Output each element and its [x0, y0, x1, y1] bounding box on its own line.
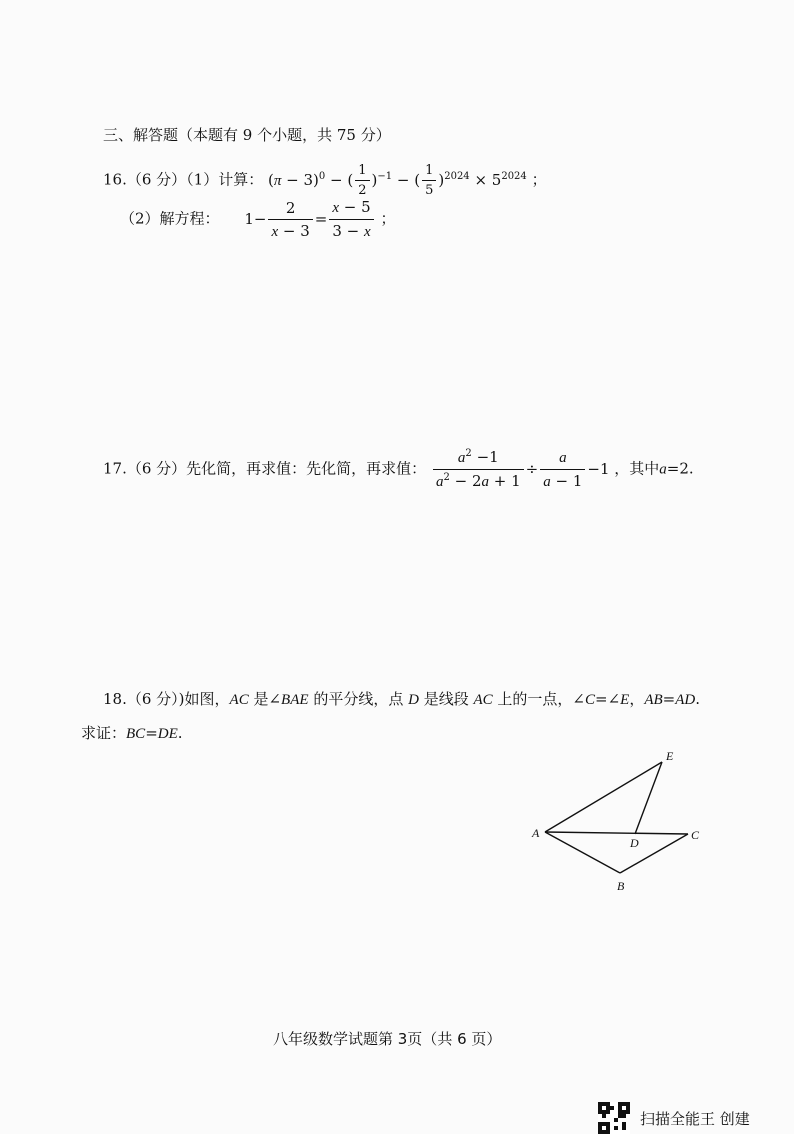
q16-part1 — [103, 163, 547, 198]
q18-prove-eq: = — [145, 724, 158, 742]
q18-text-1: )如图， — [178, 690, 230, 708]
q16-equation: 1− $\frac{2}{x - 3}$ = $\frac{x - 5}{3 - x}$ — [244, 210, 380, 228]
q17-condition-prefix: ，其中 — [614, 459, 660, 478]
q18-c: C — [585, 692, 596, 708]
q18-ad: AD — [675, 692, 696, 708]
label-d: D — [630, 836, 639, 850]
q18-text-9: . — [695, 690, 701, 708]
q17-condition-value: =2. — [666, 459, 694, 478]
segment-ed — [635, 762, 662, 834]
q17-expression: $\frac{a^2 -1}{a^2 - 2a + 1}$ ÷ $\frac{a}{a - 1}$ −1 — [431, 460, 614, 478]
q18-number: 18. — [103, 690, 127, 708]
q18-text-7: ， — [629, 690, 645, 708]
qr-code-icon — [598, 1102, 630, 1134]
segment-ac — [545, 832, 688, 834]
q17-number: 17. — [103, 459, 127, 478]
q18-text-3: 的平分线，点 — [308, 690, 409, 708]
label-b: B — [617, 879, 625, 893]
label-a: A — [532, 826, 540, 840]
q16-part2 — [120, 198, 395, 241]
q18-figure — [520, 740, 720, 895]
q17-condition-var: a — [659, 461, 667, 478]
q18-ab: AB — [644, 692, 663, 708]
q18-text-5: 上的一点，∠ — [492, 690, 585, 708]
q16-part1-end: ； — [531, 170, 547, 189]
segment-ab — [545, 832, 620, 873]
q16-number: 16. — [103, 170, 127, 189]
label-e: E — [666, 749, 674, 763]
q18-text-2: 是∠ — [248, 690, 282, 708]
q16-expression: $(\pi - 3)^0$ − ( $\frac{1}{2}$ )$^{-1}$ − ( $\frac{1}{5}$ )$^{2024} \times 5^{2024}$ — [268, 163, 527, 198]
q18-ac: AC — [229, 692, 249, 708]
q18-prove — [81, 722, 183, 743]
q17-score: （6 分） — [126, 459, 187, 478]
q18-prove-bc: BC — [126, 726, 146, 742]
q18-score: （6 分） — [126, 690, 179, 708]
q18-text-8: = — [662, 690, 676, 708]
q18-bae: BAE — [281, 692, 309, 708]
q18-text-4: 是线段 — [418, 690, 474, 708]
page-footer: 八年级数学试题第 3页（共 6 页） — [273, 1030, 502, 1048]
label-c: C — [691, 828, 700, 842]
q18-line1 — [103, 688, 700, 709]
q18-text-6: =∠ — [595, 690, 621, 708]
q16-part2-end: ； — [380, 209, 396, 228]
q18-prove-label: 求证： — [81, 724, 127, 742]
scanner-watermark: 扫描全能王 创建 — [640, 1110, 750, 1128]
q18-prove-end: . — [177, 724, 183, 742]
q17-text: 先化简，再求值：先化简，再求值： — [186, 459, 427, 478]
segment-ae — [545, 762, 662, 832]
q17 — [103, 448, 694, 491]
q18-prove-de: DE — [157, 726, 178, 742]
q16-part1-label: （1）计算： — [186, 170, 264, 189]
q18-ac-2: AC — [473, 692, 493, 708]
q16-part2-label: （2）解方程： — [120, 209, 220, 228]
q18-e: E — [620, 692, 630, 708]
q18-d: D — [408, 692, 419, 708]
section-header: 三、解答题（本题有 9 个小题，共 75 分） — [103, 126, 391, 144]
q16-score: （6 分） — [126, 170, 187, 189]
